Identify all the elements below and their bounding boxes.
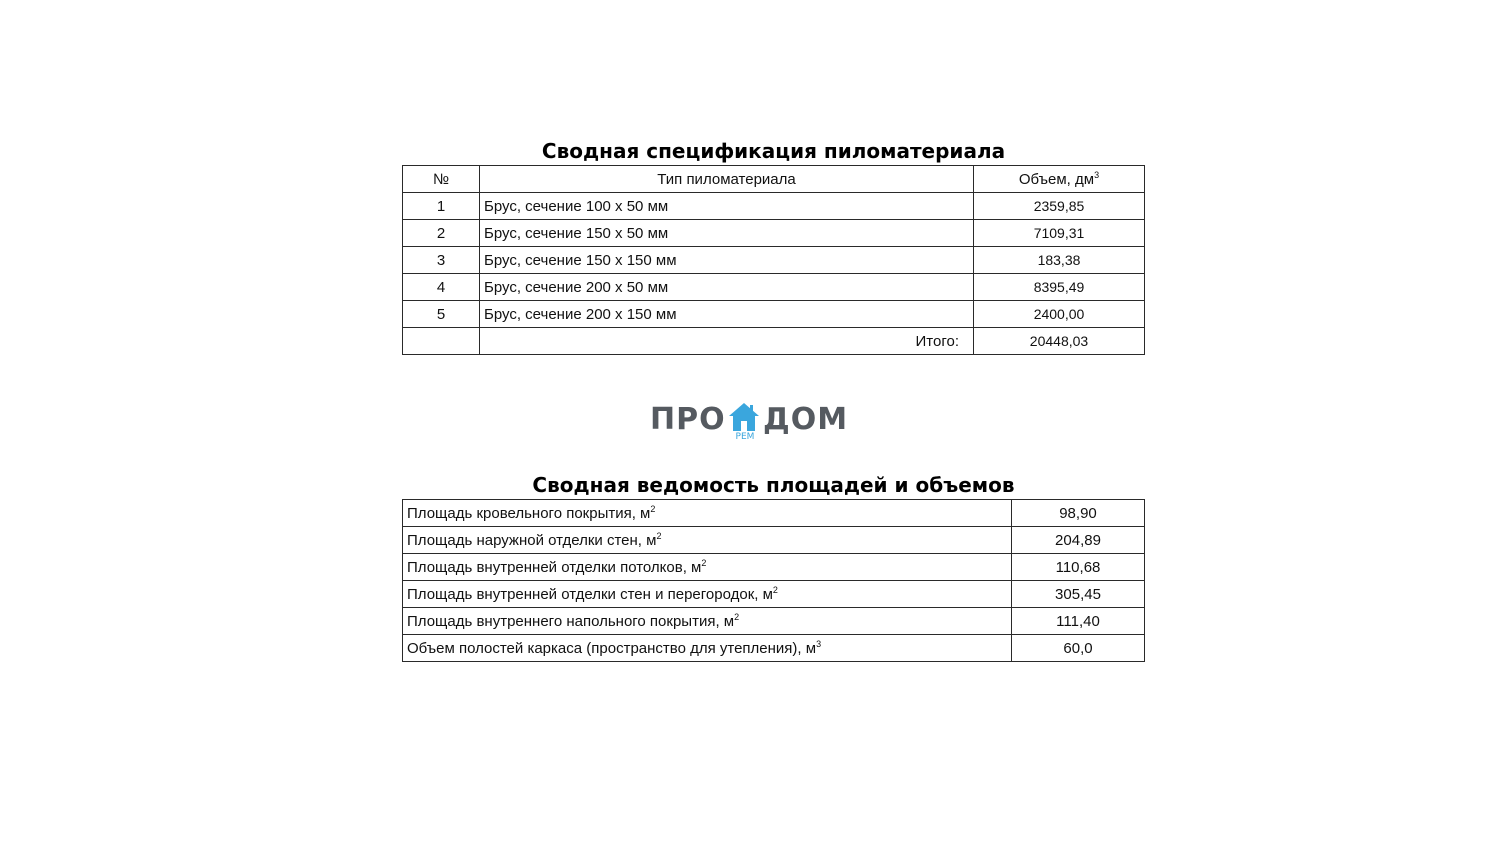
table-row: [403, 274, 1145, 301]
logo-right-word: ДОМ: [763, 402, 849, 437]
row-value: 111,40: [1012, 608, 1145, 635]
logo: [650, 400, 850, 446]
table-row: [403, 581, 1145, 608]
row-value: 60,0: [1012, 635, 1145, 662]
row-value: 305,45: [1012, 581, 1145, 608]
row-num: 4: [403, 274, 480, 301]
row-type: Брус, сечение 150 х 50 мм: [480, 220, 974, 247]
row-value: 98,90: [1012, 500, 1145, 527]
table-row: [403, 247, 1145, 274]
row-value: 110,68: [1012, 554, 1145, 581]
row-num: 2: [403, 220, 480, 247]
row-label-text: Площадь наружной отделки стен, м: [407, 532, 657, 549]
row-label-text: Площадь внутренней отделки потолков, м: [407, 559, 702, 576]
total-value: 20448,03: [974, 328, 1145, 355]
row-volume: 7109,31: [974, 220, 1145, 247]
table-row: [403, 301, 1145, 328]
row-label: [403, 635, 1012, 662]
row-value: 204,89: [1012, 527, 1145, 554]
total-label: Итого:: [480, 328, 974, 355]
row-label-sup: 3: [816, 639, 822, 649]
total-row: [403, 328, 1145, 355]
row-type: Брус, сечение 150 х 150 мм: [480, 247, 974, 274]
row-num: 3: [403, 247, 480, 274]
row-label-sup: 2: [772, 585, 778, 595]
areas-table: [402, 499, 1145, 662]
logo-sub: РЕМ: [735, 432, 755, 442]
areas-title: Сводная ведомость площадей и объемов: [532, 473, 1015, 497]
header-num: №: [403, 166, 480, 193]
lumber-spec-table: [402, 165, 1145, 355]
row-label-text: Площадь внутреннего напольного покрытия, м: [407, 613, 735, 630]
table-row: [403, 635, 1145, 662]
row-num: 5: [403, 301, 480, 328]
row-type: Брус, сечение 200 х 150 мм: [480, 301, 974, 328]
row-num: 1: [403, 193, 480, 220]
row-volume: 2359,85: [974, 193, 1145, 220]
row-label: [403, 554, 1012, 581]
table-row: [403, 220, 1145, 247]
row-label-text: Площадь кровельного покрытия, м: [407, 505, 651, 522]
row-label: [403, 527, 1012, 554]
table-row: [403, 500, 1145, 527]
row-label: [403, 608, 1012, 635]
row-type: Брус, сечение 200 х 50 мм: [480, 274, 974, 301]
header-volume-label: Объем, дм: [1018, 171, 1095, 188]
header-type: Тип пиломатериала: [480, 166, 974, 193]
table-row: [403, 554, 1145, 581]
table-row: [403, 608, 1145, 635]
spec-title: Сводная спецификация пиломатериала: [541, 139, 1006, 163]
row-label-text: Объем полостей каркаса (пространство для утепления), м: [407, 640, 817, 657]
row-volume: 8395,49: [974, 274, 1145, 301]
row-label-sup: 2: [734, 612, 740, 622]
row-label-sup: 2: [701, 558, 707, 568]
row-volume: 183,38: [974, 247, 1145, 274]
row-label-text: Площадь внутренней отделки стен и перегородок, м: [407, 586, 773, 603]
header-volume-sup: 3: [1094, 170, 1100, 180]
header-volume: [974, 166, 1145, 193]
total-empty-cell: [403, 328, 480, 355]
row-label-sup: 2: [656, 531, 662, 541]
row-label-sup: 2: [650, 504, 656, 514]
table-header-row: [403, 166, 1145, 193]
logo-left-word: ПРО: [650, 402, 726, 437]
row-label: [403, 581, 1012, 608]
house-icon: [728, 402, 760, 432]
table-row: [403, 193, 1145, 220]
row-type: Брус, сечение 100 х 50 мм: [480, 193, 974, 220]
row-volume: 2400,00: [974, 301, 1145, 328]
row-label: [403, 500, 1012, 527]
table-row: [403, 527, 1145, 554]
